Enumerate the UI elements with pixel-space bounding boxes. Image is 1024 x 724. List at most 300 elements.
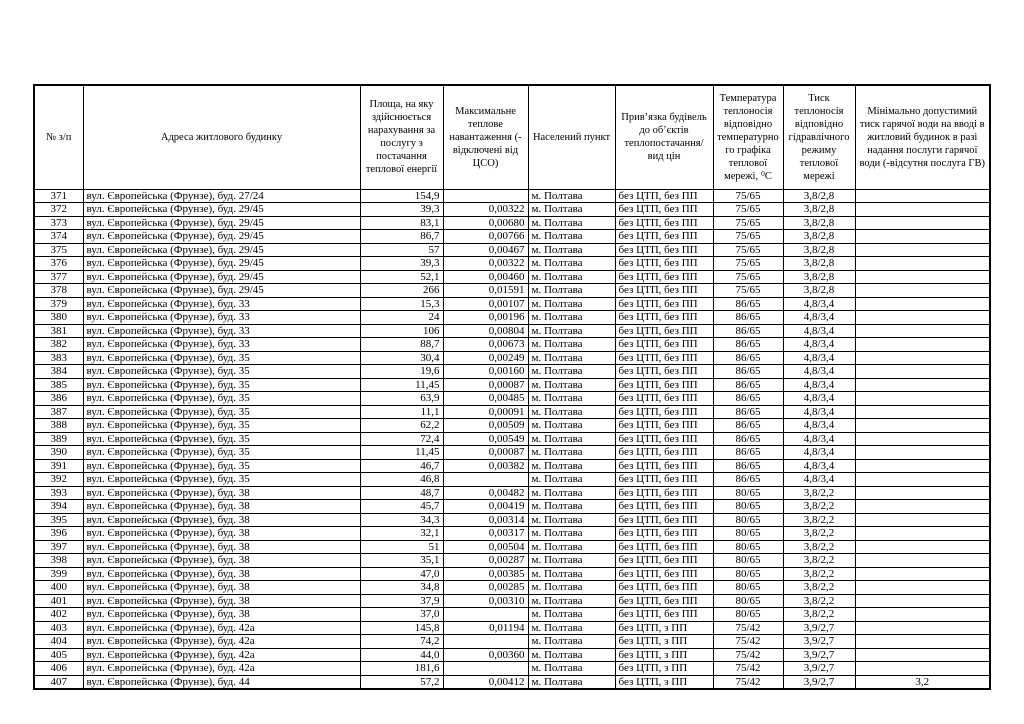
cell-num: 393 bbox=[34, 486, 83, 500]
cell-load: 0,00504 bbox=[443, 540, 528, 554]
cell-temperature: 75/65 bbox=[713, 216, 783, 230]
cell-min_pressure bbox=[855, 230, 990, 244]
cell-binding: без ЦТП, без ПП bbox=[615, 527, 713, 541]
cell-area: 19,6 bbox=[360, 365, 443, 379]
cell-binding: без ЦТП, без ПП bbox=[615, 324, 713, 338]
cell-temperature: 86/65 bbox=[713, 297, 783, 311]
table-row bbox=[34, 567, 990, 581]
cell-address: вул. Європейська (Фрунзе), буд. 38 bbox=[83, 513, 360, 527]
cell-min_pressure bbox=[855, 216, 990, 230]
cell-temperature: 80/65 bbox=[713, 554, 783, 568]
cell-settlement: м. Полтава bbox=[528, 527, 615, 541]
cell-pressure: 4,8/3,4 bbox=[783, 473, 855, 487]
table-row bbox=[34, 473, 990, 487]
cell-area: 34,8 bbox=[360, 581, 443, 595]
cell-temperature: 75/42 bbox=[713, 675, 783, 689]
cell-temperature: 75/42 bbox=[713, 621, 783, 635]
column-header-settlement: Населений пункт bbox=[528, 85, 615, 189]
table-row bbox=[34, 243, 990, 257]
cell-binding: без ЦТП, без ПП bbox=[615, 581, 713, 595]
cell-address: вул. Європейська (Фрунзе), буд. 35 bbox=[83, 419, 360, 433]
cell-area: 72,4 bbox=[360, 432, 443, 446]
cell-min_pressure bbox=[855, 473, 990, 487]
cell-area: 63,9 bbox=[360, 392, 443, 406]
cell-binding: без ЦТП, без ПП bbox=[615, 365, 713, 379]
cell-temperature: 75/65 bbox=[713, 270, 783, 284]
cell-num: 391 bbox=[34, 459, 83, 473]
table-row bbox=[34, 270, 990, 284]
cell-min_pressure bbox=[855, 567, 990, 581]
cell-temperature: 86/65 bbox=[713, 432, 783, 446]
cell-binding: без ЦТП, без ПП bbox=[615, 567, 713, 581]
cell-binding: без ЦТП, без ПП bbox=[615, 216, 713, 230]
cell-load bbox=[443, 662, 528, 676]
cell-binding: без ЦТП, без ПП bbox=[615, 540, 713, 554]
cell-settlement: м. Полтава bbox=[528, 486, 615, 500]
cell-min_pressure bbox=[855, 419, 990, 433]
cell-pressure: 3,8/2,2 bbox=[783, 540, 855, 554]
table-row bbox=[34, 405, 990, 419]
cell-pressure: 3,8/2,8 bbox=[783, 203, 855, 217]
cell-num: 395 bbox=[34, 513, 83, 527]
cell-area: 46,7 bbox=[360, 459, 443, 473]
cell-num: 383 bbox=[34, 351, 83, 365]
cell-area: 34,3 bbox=[360, 513, 443, 527]
cell-min_pressure bbox=[855, 662, 990, 676]
table-row bbox=[34, 500, 990, 514]
cell-num: 392 bbox=[34, 473, 83, 487]
cell-settlement: м. Полтава bbox=[528, 567, 615, 581]
cell-area: 62,2 bbox=[360, 419, 443, 433]
cell-settlement: м. Полтава bbox=[528, 243, 615, 257]
cell-area: 32,1 bbox=[360, 527, 443, 541]
cell-load: 0,00285 bbox=[443, 581, 528, 595]
cell-temperature: 80/65 bbox=[713, 608, 783, 622]
cell-binding: без ЦТП, без ПП bbox=[615, 594, 713, 608]
cell-settlement: м. Полтава bbox=[528, 189, 615, 203]
cell-area: 30,4 bbox=[360, 351, 443, 365]
cell-binding: без ЦТП, без ПП bbox=[615, 432, 713, 446]
cell-area: 86,7 bbox=[360, 230, 443, 244]
cell-area: 57 bbox=[360, 243, 443, 257]
cell-min_pressure bbox=[855, 297, 990, 311]
cell-temperature: 80/65 bbox=[713, 513, 783, 527]
cell-address: вул. Європейська (Фрунзе), буд. 42а bbox=[83, 662, 360, 676]
column-header-pressure: Тиск теплоносія відповідно гідравлічного режиму теплової мережі bbox=[783, 85, 855, 189]
cell-num: 376 bbox=[34, 257, 83, 271]
cell-temperature: 86/65 bbox=[713, 311, 783, 325]
cell-temperature: 86/65 bbox=[713, 419, 783, 433]
cell-area: 106 bbox=[360, 324, 443, 338]
cell-settlement: м. Полтава bbox=[528, 311, 615, 325]
column-header-area: Площа, на яку здійснюється нарахування за послугу з постачання теплової енергії bbox=[360, 85, 443, 189]
cell-area: 57,2 bbox=[360, 675, 443, 689]
table-row bbox=[34, 513, 990, 527]
cell-area: 39,3 bbox=[360, 203, 443, 217]
cell-area: 88,7 bbox=[360, 338, 443, 352]
cell-pressure: 3,9/2,7 bbox=[783, 648, 855, 662]
cell-num: 382 bbox=[34, 338, 83, 352]
table-row bbox=[34, 284, 990, 298]
cell-num: 377 bbox=[34, 270, 83, 284]
cell-binding: без ЦТП, без ПП bbox=[615, 311, 713, 325]
cell-load: 0,00385 bbox=[443, 567, 528, 581]
cell-settlement: м. Полтава bbox=[528, 621, 615, 635]
cell-binding: без ЦТП, з ПП bbox=[615, 635, 713, 649]
cell-binding: без ЦТП, з ПП bbox=[615, 621, 713, 635]
cell-load bbox=[443, 473, 528, 487]
cell-area: 37,0 bbox=[360, 608, 443, 622]
cell-address: вул. Європейська (Фрунзе), буд. 38 bbox=[83, 554, 360, 568]
table-row bbox=[34, 189, 990, 203]
cell-pressure: 3,8/2,8 bbox=[783, 284, 855, 298]
cell-area: 74,2 bbox=[360, 635, 443, 649]
cell-pressure: 3,8/2,8 bbox=[783, 230, 855, 244]
cell-load: 0,00680 bbox=[443, 216, 528, 230]
cell-load: 0,00467 bbox=[443, 243, 528, 257]
cell-temperature: 86/65 bbox=[713, 473, 783, 487]
cell-load bbox=[443, 608, 528, 622]
cell-settlement: м. Полтава bbox=[528, 594, 615, 608]
cell-temperature: 86/65 bbox=[713, 405, 783, 419]
cell-settlement: м. Полтава bbox=[528, 338, 615, 352]
cell-load bbox=[443, 635, 528, 649]
cell-settlement: м. Полтава bbox=[528, 257, 615, 271]
cell-address: вул. Європейська (Фрунзе), буд. 33 bbox=[83, 311, 360, 325]
table-row bbox=[34, 527, 990, 541]
cell-temperature: 75/65 bbox=[713, 243, 783, 257]
cell-min_pressure bbox=[855, 621, 990, 635]
cell-temperature: 80/65 bbox=[713, 527, 783, 541]
cell-pressure: 4,8/3,4 bbox=[783, 351, 855, 365]
table-row bbox=[34, 486, 990, 500]
table-row bbox=[34, 365, 990, 379]
cell-num: 388 bbox=[34, 419, 83, 433]
cell-address: вул. Європейська (Фрунзе), буд. 35 bbox=[83, 351, 360, 365]
cell-num: 384 bbox=[34, 365, 83, 379]
cell-binding: без ЦТП, без ПП bbox=[615, 284, 713, 298]
cell-area: 52,1 bbox=[360, 270, 443, 284]
cell-load: 0,00160 bbox=[443, 365, 528, 379]
cell-min_pressure bbox=[855, 189, 990, 203]
cell-load: 0,00287 bbox=[443, 554, 528, 568]
cell-num: 403 bbox=[34, 621, 83, 635]
cell-settlement: м. Полтава bbox=[528, 365, 615, 379]
cell-area: 11,1 bbox=[360, 405, 443, 419]
cell-address: вул. Європейська (Фрунзе), буд. 35 bbox=[83, 473, 360, 487]
cell-num: 405 bbox=[34, 648, 83, 662]
cell-address: вул. Європейська (Фрунзе), буд. 29/45 bbox=[83, 230, 360, 244]
table-row bbox=[34, 459, 990, 473]
table-row bbox=[34, 446, 990, 460]
cell-load: 0,00322 bbox=[443, 203, 528, 217]
cell-settlement: м. Полтава bbox=[528, 270, 615, 284]
cell-temperature: 80/65 bbox=[713, 500, 783, 514]
table-row bbox=[34, 338, 990, 352]
table-row bbox=[34, 675, 990, 689]
cell-min_pressure bbox=[855, 432, 990, 446]
cell-area: 83,1 bbox=[360, 216, 443, 230]
cell-pressure: 3,8/2,8 bbox=[783, 270, 855, 284]
cell-address: вул. Європейська (Фрунзе), буд. 38 bbox=[83, 540, 360, 554]
table-row bbox=[34, 662, 990, 676]
cell-address: вул. Європейська (Фрунзе), буд. 29/45 bbox=[83, 243, 360, 257]
cell-area: 35,1 bbox=[360, 554, 443, 568]
cell-num: 404 bbox=[34, 635, 83, 649]
cell-pressure: 3,8/2,8 bbox=[783, 257, 855, 271]
cell-min_pressure bbox=[855, 311, 990, 325]
cell-num: 389 bbox=[34, 432, 83, 446]
cell-temperature: 86/65 bbox=[713, 392, 783, 406]
cell-load: 0,00087 bbox=[443, 378, 528, 392]
cell-num: 375 bbox=[34, 243, 83, 257]
cell-binding: без ЦТП, без ПП bbox=[615, 297, 713, 311]
cell-num: 385 bbox=[34, 378, 83, 392]
cell-area: 47,0 bbox=[360, 567, 443, 581]
cell-pressure: 3,8/2,2 bbox=[783, 513, 855, 527]
table-row bbox=[34, 419, 990, 433]
cell-temperature: 80/65 bbox=[713, 594, 783, 608]
cell-load: 0,00310 bbox=[443, 594, 528, 608]
cell-area: 44,0 bbox=[360, 648, 443, 662]
cell-min_pressure bbox=[855, 608, 990, 622]
cell-num: 396 bbox=[34, 527, 83, 541]
cell-min_pressure bbox=[855, 392, 990, 406]
cell-binding: без ЦТП, без ПП bbox=[615, 243, 713, 257]
cell-num: 378 bbox=[34, 284, 83, 298]
cell-temperature: 86/65 bbox=[713, 338, 783, 352]
cell-min_pressure bbox=[855, 635, 990, 649]
cell-pressure: 3,8/2,2 bbox=[783, 486, 855, 500]
table-row bbox=[34, 257, 990, 271]
cell-pressure: 3,8/2,2 bbox=[783, 500, 855, 514]
cell-area: 37,9 bbox=[360, 594, 443, 608]
cell-address: вул. Європейська (Фрунзе), буд. 38 bbox=[83, 608, 360, 622]
cell-min_pressure bbox=[855, 365, 990, 379]
cell-settlement: м. Полтава bbox=[528, 500, 615, 514]
cell-address: вул. Європейська (Фрунзе), буд. 42а bbox=[83, 621, 360, 635]
table-row bbox=[34, 635, 990, 649]
cell-min_pressure bbox=[855, 284, 990, 298]
cell-settlement: м. Полтава bbox=[528, 648, 615, 662]
cell-temperature: 86/65 bbox=[713, 365, 783, 379]
cell-min_pressure bbox=[855, 338, 990, 352]
cell-min_pressure bbox=[855, 486, 990, 500]
cell-binding: без ЦТП, з ПП bbox=[615, 662, 713, 676]
cell-temperature: 80/65 bbox=[713, 540, 783, 554]
cell-area: 11,45 bbox=[360, 446, 443, 460]
table-row bbox=[34, 216, 990, 230]
table-row bbox=[34, 230, 990, 244]
cell-pressure: 4,8/3,4 bbox=[783, 297, 855, 311]
cell-pressure: 3,8/2,2 bbox=[783, 527, 855, 541]
cell-num: 390 bbox=[34, 446, 83, 460]
cell-address: вул. Європейська (Фрунзе), буд. 35 bbox=[83, 378, 360, 392]
cell-address: вул. Європейська (Фрунзе), буд. 35 bbox=[83, 392, 360, 406]
cell-num: 407 bbox=[34, 675, 83, 689]
cell-min_pressure bbox=[855, 581, 990, 595]
cell-address: вул. Європейська (Фрунзе), буд. 35 bbox=[83, 405, 360, 419]
cell-binding: без ЦТП, з ПП bbox=[615, 675, 713, 689]
cell-binding: без ЦТП, без ПП bbox=[615, 513, 713, 527]
column-header-binding: Прив’язка будівель до об’єктів теплопостачання/ вид цін bbox=[615, 85, 713, 189]
cell-pressure: 4,8/3,4 bbox=[783, 324, 855, 338]
cell-pressure: 4,8/3,4 bbox=[783, 432, 855, 446]
cell-binding: без ЦТП, без ПП bbox=[615, 203, 713, 217]
cell-binding: без ЦТП, без ПП bbox=[615, 446, 713, 460]
cell-area: 24 bbox=[360, 311, 443, 325]
cell-pressure: 3,8/2,2 bbox=[783, 567, 855, 581]
cell-address: вул. Європейська (Фрунзе), буд. 29/45 bbox=[83, 257, 360, 271]
cell-address: вул. Європейська (Фрунзе), буд. 33 bbox=[83, 297, 360, 311]
cell-settlement: м. Полтава bbox=[528, 554, 615, 568]
cell-settlement: м. Полтава bbox=[528, 392, 615, 406]
cell-settlement: м. Полтава bbox=[528, 608, 615, 622]
cell-address: вул. Європейська (Фрунзе), буд. 38 bbox=[83, 500, 360, 514]
cell-num: 371 bbox=[34, 189, 83, 203]
cell-area: 39,3 bbox=[360, 257, 443, 271]
cell-num: 387 bbox=[34, 405, 83, 419]
cell-area: 45,7 bbox=[360, 500, 443, 514]
table-row bbox=[34, 554, 990, 568]
cell-min_pressure bbox=[855, 378, 990, 392]
cell-pressure: 4,8/3,4 bbox=[783, 419, 855, 433]
cell-load: 0,00549 bbox=[443, 432, 528, 446]
table-header-row bbox=[34, 85, 990, 189]
cell-binding: без ЦТП, без ПП bbox=[615, 338, 713, 352]
cell-temperature: 75/65 bbox=[713, 203, 783, 217]
cell-pressure: 4,8/3,4 bbox=[783, 392, 855, 406]
cell-pressure: 4,8/3,4 bbox=[783, 311, 855, 325]
cell-min_pressure: 3,2 bbox=[855, 675, 990, 689]
cell-num: 380 bbox=[34, 311, 83, 325]
cell-binding: без ЦТП, без ПП bbox=[615, 554, 713, 568]
cell-load: 0,01591 bbox=[443, 284, 528, 298]
cell-num: 402 bbox=[34, 608, 83, 622]
cell-binding: без ЦТП, без ПП bbox=[615, 419, 713, 433]
cell-address: вул. Європейська (Фрунзе), буд. 29/45 bbox=[83, 203, 360, 217]
column-header-num: № з/п bbox=[34, 85, 83, 189]
cell-area: 46,8 bbox=[360, 473, 443, 487]
column-header-load: Максимальне теплове навантаження (-відключені від ЦСО) bbox=[443, 85, 528, 189]
cell-settlement: м. Полтава bbox=[528, 351, 615, 365]
cell-settlement: м. Полтава bbox=[528, 432, 615, 446]
cell-address: вул. Європейська (Фрунзе), буд. 35 bbox=[83, 365, 360, 379]
cell-temperature: 86/65 bbox=[713, 446, 783, 460]
cell-pressure: 3,8/2,2 bbox=[783, 581, 855, 595]
cell-num: 394 bbox=[34, 500, 83, 514]
cell-area: 266 bbox=[360, 284, 443, 298]
cell-pressure: 4,8/3,4 bbox=[783, 338, 855, 352]
cell-area: 51 bbox=[360, 540, 443, 554]
cell-settlement: м. Полтава bbox=[528, 378, 615, 392]
cell-area: 48,7 bbox=[360, 486, 443, 500]
cell-load: 0,01194 bbox=[443, 621, 528, 635]
cell-binding: без ЦТП, без ПП bbox=[615, 473, 713, 487]
cell-load: 0,00412 bbox=[443, 675, 528, 689]
column-header-address: Адреса житлового будинку bbox=[83, 85, 360, 189]
cell-load: 0,00322 bbox=[443, 257, 528, 271]
cell-num: 381 bbox=[34, 324, 83, 338]
cell-load: 0,00360 bbox=[443, 648, 528, 662]
table-row bbox=[34, 608, 990, 622]
cell-settlement: м. Полтава bbox=[528, 473, 615, 487]
cell-binding: без ЦТП, без ПП bbox=[615, 378, 713, 392]
cell-pressure: 3,8/2,2 bbox=[783, 594, 855, 608]
cell-settlement: м. Полтава bbox=[528, 405, 615, 419]
cell-min_pressure bbox=[855, 513, 990, 527]
cell-binding: без ЦТП, з ПП bbox=[615, 648, 713, 662]
cell-binding: без ЦТП, без ПП bbox=[615, 189, 713, 203]
cell-load: 0,00382 bbox=[443, 459, 528, 473]
cell-address: вул. Європейська (Фрунзе), буд. 33 bbox=[83, 324, 360, 338]
cell-address: вул. Європейська (Фрунзе), буд. 38 bbox=[83, 594, 360, 608]
cell-temperature: 86/65 bbox=[713, 378, 783, 392]
cell-area: 11,45 bbox=[360, 378, 443, 392]
cell-load: 0,00482 bbox=[443, 486, 528, 500]
cell-settlement: м. Полтава bbox=[528, 203, 615, 217]
cell-binding: без ЦТП, без ПП bbox=[615, 392, 713, 406]
cell-num: 398 bbox=[34, 554, 83, 568]
cell-min_pressure bbox=[855, 405, 990, 419]
cell-settlement: м. Полтава bbox=[528, 297, 615, 311]
cell-settlement: м. Полтава bbox=[528, 230, 615, 244]
cell-address: вул. Європейська (Фрунзе), буд. 38 bbox=[83, 567, 360, 581]
cell-min_pressure bbox=[855, 351, 990, 365]
cell-pressure: 3,8/2,2 bbox=[783, 554, 855, 568]
cell-address: вул. Європейська (Фрунзе), буд. 29/45 bbox=[83, 270, 360, 284]
cell-load: 0,00196 bbox=[443, 311, 528, 325]
cell-area: 145,8 bbox=[360, 621, 443, 635]
cell-min_pressure bbox=[855, 257, 990, 271]
cell-address: вул. Європейська (Фрунзе), буд. 38 bbox=[83, 581, 360, 595]
cell-settlement: м. Полтава bbox=[528, 540, 615, 554]
cell-pressure: 3,9/2,7 bbox=[783, 662, 855, 676]
cell-pressure: 4,8/3,4 bbox=[783, 378, 855, 392]
cell-settlement: м. Полтава bbox=[528, 216, 615, 230]
cell-address: вул. Європейська (Фрунзе), буд. 35 bbox=[83, 446, 360, 460]
cell-temperature: 75/65 bbox=[713, 230, 783, 244]
cell-min_pressure bbox=[855, 243, 990, 257]
cell-settlement: м. Полтава bbox=[528, 662, 615, 676]
column-header-temperature: Температура теплоносія відповідно температурного графіка теплової мережі, ⁰С bbox=[713, 85, 783, 189]
cell-min_pressure bbox=[855, 554, 990, 568]
cell-load: 0,00485 bbox=[443, 392, 528, 406]
cell-num: 399 bbox=[34, 567, 83, 581]
cell-num: 372 bbox=[34, 203, 83, 217]
cell-load: 0,00317 bbox=[443, 527, 528, 541]
cell-load: 0,00249 bbox=[443, 351, 528, 365]
cell-temperature: 80/65 bbox=[713, 486, 783, 500]
cell-min_pressure bbox=[855, 270, 990, 284]
cell-num: 374 bbox=[34, 230, 83, 244]
cell-num: 401 bbox=[34, 594, 83, 608]
cell-pressure: 3,8/2,8 bbox=[783, 189, 855, 203]
cell-min_pressure bbox=[855, 594, 990, 608]
cell-settlement: м. Полтава bbox=[528, 419, 615, 433]
cell-binding: без ЦТП, без ПП bbox=[615, 459, 713, 473]
cell-min_pressure bbox=[855, 459, 990, 473]
cell-load: 0,00091 bbox=[443, 405, 528, 419]
cell-address: вул. Європейська (Фрунзе), буд. 42а bbox=[83, 635, 360, 649]
table-row bbox=[34, 351, 990, 365]
table-row bbox=[34, 594, 990, 608]
cell-area: 154,9 bbox=[360, 189, 443, 203]
cell-settlement: м. Полтава bbox=[528, 459, 615, 473]
cell-min_pressure bbox=[855, 648, 990, 662]
cell-load: 0,00509 bbox=[443, 419, 528, 433]
cell-temperature: 86/65 bbox=[713, 351, 783, 365]
